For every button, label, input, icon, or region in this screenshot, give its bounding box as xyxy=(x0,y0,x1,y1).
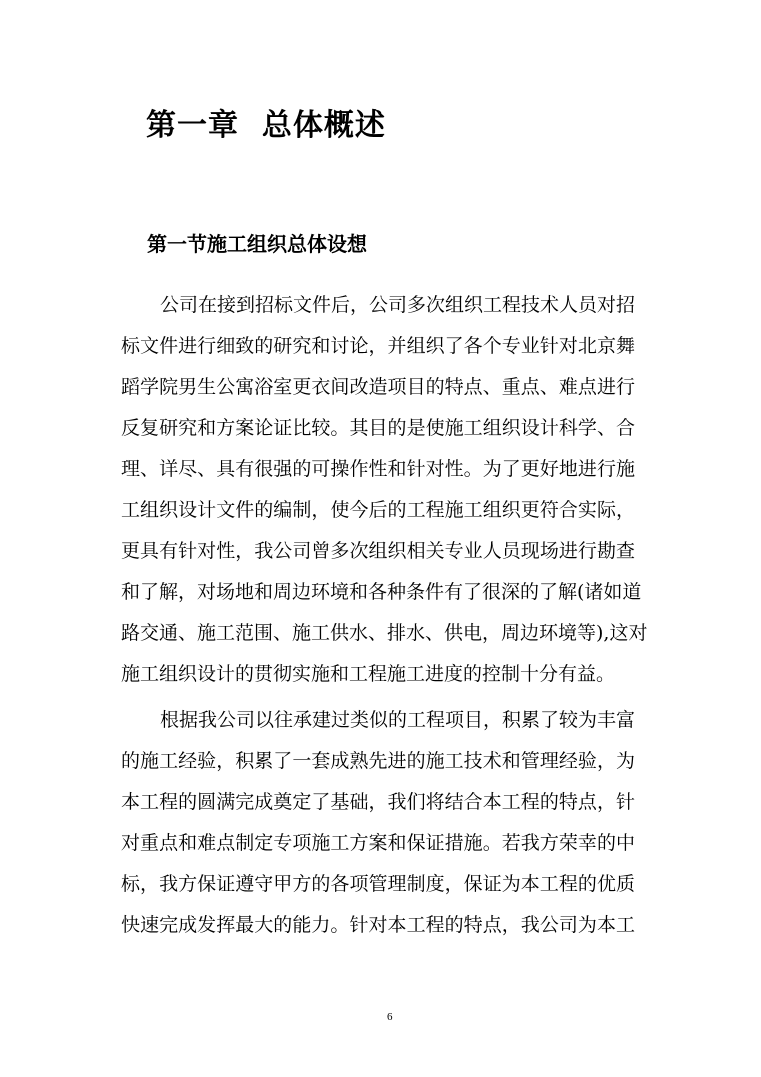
text-line: 路交通、施工范围、施工供水、排水、供电，周边环境等),这对 xyxy=(121,622,648,644)
text-line: 标文件进行细致的研究和讨论，并组织了各个专业针对北京舞 xyxy=(121,335,635,357)
text-line: 的施工经验，积累了一套成熟先进的施工技术和管理经验，为 xyxy=(121,750,635,772)
text-line: 更具有针对性，我公司曾多次组织相关专业人员现场进行勘查 xyxy=(121,540,635,562)
text-line: 快速完成发挥最大的能力。针对本工程的特点，我公司为本工 xyxy=(121,914,635,936)
text-line: 根据我公司以往承建过类似的工程项目，积累了较为丰富 xyxy=(160,709,636,731)
text-line: 施工组织设计的贯彻实施和工程施工进度的控制十分有益。 xyxy=(121,663,616,685)
page-number: 6 xyxy=(387,1011,393,1023)
text-line: 公司在接到招标文件后，公司多次组织工程技术人员对招 xyxy=(160,294,636,316)
section-title: 第一节施工组织总体设想 xyxy=(147,232,367,256)
text-line: 反复研究和方案论证比较。其目的是使施工组织设计科学、合 xyxy=(121,417,635,439)
text-line: 蹈学院男生公寓浴室更衣间改造项目的特点、重点、难点进行 xyxy=(121,376,635,398)
text-line: 标，我方保证遵守甲方的各项管理制度，保证为本工程的优质 xyxy=(121,873,635,895)
chapter-title: 第一章 总体概述 xyxy=(146,108,386,143)
text-line: 理、详尽、具有很强的可操作性和针对性。为了更好地进行施 xyxy=(121,458,635,480)
text-line: 和了解，对场地和周边环境和各种条件有了很深的了解(诸如道 xyxy=(121,581,642,603)
text-line: 工组织设计文件的编制，使今后的工程施工组织更符合实际， xyxy=(121,499,635,521)
text-line: 对重点和难点制定专项施工方案和保证措施。若我方荣幸的中 xyxy=(121,832,635,854)
text-line: 本工程的圆满完成奠定了基础，我们将结合本工程的特点，针 xyxy=(121,791,635,813)
